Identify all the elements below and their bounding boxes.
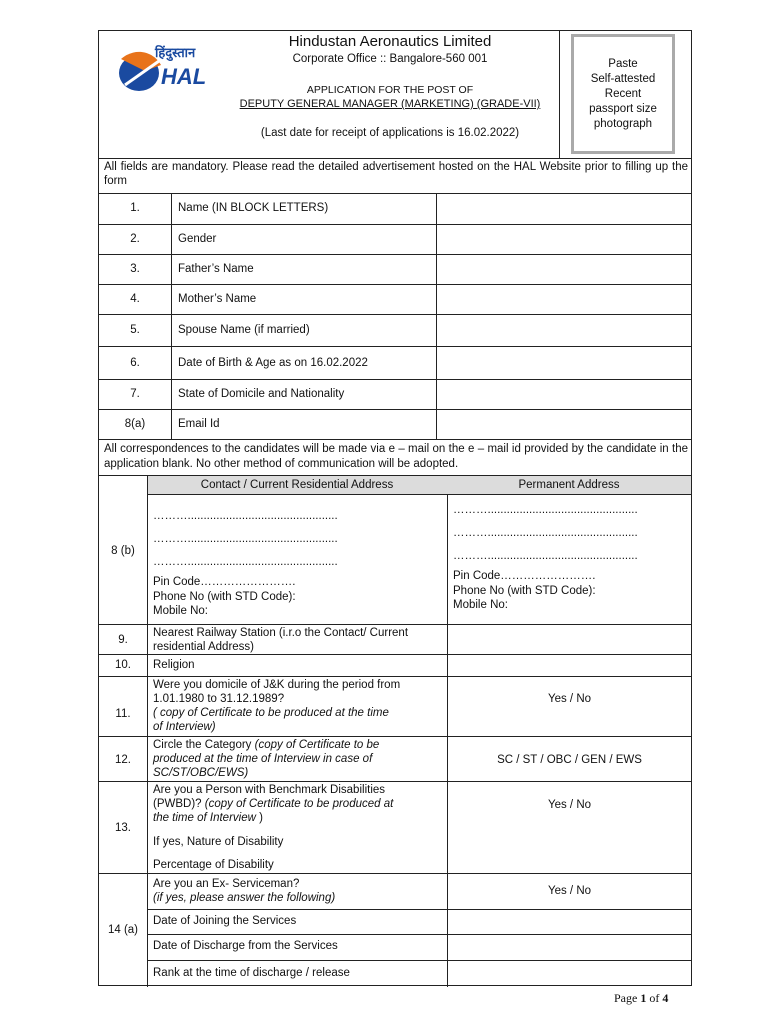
pwbd-paren: ) bbox=[255, 812, 263, 824]
address-dots: ………............................................... bbox=[453, 527, 638, 539]
address-dots: ………............................................... bbox=[153, 533, 338, 545]
application-line: APPLICATION FOR THE POST OF bbox=[306, 84, 474, 96]
pin-code-label: Pin Code……………………. bbox=[453, 570, 596, 582]
row-label-mother: Mother’s Name bbox=[178, 293, 257, 305]
ex-serviceman-answer[interactable]: Yes / No bbox=[547, 885, 592, 897]
ex-serviceman-label: Are you an Ex- Serviceman? bbox=[153, 878, 300, 890]
row-number: 5. bbox=[130, 324, 140, 336]
row-number: 2. bbox=[130, 233, 140, 245]
mobile-label: Mobile No: bbox=[153, 605, 208, 617]
rank-field[interactable] bbox=[448, 961, 691, 986]
jk-label: Were you domicile of J&K during the period from bbox=[153, 679, 401, 691]
rank-label: Rank at the time of discharge / release bbox=[153, 967, 350, 979]
row-number: 8(a) bbox=[124, 418, 146, 430]
logo-hindi: हिंदुस्तान bbox=[155, 46, 196, 61]
railway-label-cont: residential Address) bbox=[153, 641, 254, 653]
pin-code-label: Pin Code……………………. bbox=[153, 576, 296, 588]
row-number: 10. bbox=[115, 659, 131, 671]
jk-answer[interactable]: Yes / No bbox=[547, 693, 592, 705]
row-number: 1. bbox=[130, 202, 140, 214]
jk-label-dates: 1.01.1980 to 31.12.1989? bbox=[153, 693, 285, 705]
contact-address-header: Contact / Current Residential Address bbox=[200, 479, 394, 491]
ex-serviceman-note: (if yes, please answer the following) bbox=[153, 892, 336, 904]
application-form bbox=[98, 30, 692, 986]
row-number: 8 (b) bbox=[111, 545, 135, 557]
category-label-text: Circle the Category bbox=[153, 739, 255, 751]
row-label-email: Email Id bbox=[178, 418, 220, 430]
pwbd-note-end: the time of Interview bbox=[153, 812, 256, 824]
office-address: Corporate Office :: Bangalore-560 001 bbox=[292, 53, 488, 65]
row-number: 12. bbox=[115, 754, 131, 766]
hal-logo bbox=[115, 45, 215, 95]
railway-station-field[interactable] bbox=[448, 625, 691, 654]
page-footer bbox=[614, 991, 668, 1006]
row-label-gender: Gender bbox=[178, 233, 217, 245]
org-name: Hindustan Aeronautics Limited bbox=[288, 33, 492, 50]
row-number: 11. bbox=[115, 708, 131, 720]
row-label-name: Name (IN BLOCK LETTERS) bbox=[178, 202, 329, 214]
address-dots: ………............................................... bbox=[453, 504, 638, 516]
row-number: 6. bbox=[130, 357, 140, 369]
photo-line: Recent bbox=[604, 88, 642, 100]
row-number: 3. bbox=[130, 263, 140, 275]
row-label-spouse: Spouse Name (if married) bbox=[178, 324, 310, 336]
post-title: DEPUTY GENERAL MANAGER (MARKETING) (GRADE-VII) bbox=[239, 98, 541, 110]
pwbd-label: Are you a Person with Benchmark Disabilities bbox=[153, 784, 386, 796]
row-number: 14 (a) bbox=[107, 924, 139, 936]
category-answer[interactable]: SC / ST / OBC / GEN / EWS bbox=[497, 754, 642, 766]
pwbd-answer[interactable]: Yes / No bbox=[547, 799, 592, 811]
row-number: 9. bbox=[118, 634, 128, 646]
photo-line: photograph bbox=[593, 118, 653, 130]
permanent-address-field[interactable] bbox=[448, 495, 691, 624]
page-prefix: Page bbox=[614, 991, 641, 1005]
jk-note: ( copy of Certificate to be produced at the time bbox=[153, 707, 389, 719]
mother-name-field[interactable] bbox=[437, 285, 691, 314]
photo-box bbox=[571, 34, 675, 154]
religion-field[interactable] bbox=[448, 655, 691, 676]
contact-address-field[interactable] bbox=[148, 495, 447, 624]
category-note-cont: produced at the time of Interview in case of bbox=[153, 753, 373, 765]
email-notice: All correspondences to the candidates will be made via e – mail on the e – mail id provided by the candidate in the application blank. No other method of communication will be adopted. bbox=[104, 443, 688, 470]
address-dots: ………............................................... bbox=[153, 510, 338, 522]
row-label-dob: Date of Birth & Age as on 16.02.2022 bbox=[178, 357, 368, 369]
address-dots: ………............................................... bbox=[153, 556, 338, 568]
category-note: (copy of Certificate to be bbox=[254, 739, 380, 751]
pwbd-abbr: (PWBD)? bbox=[153, 798, 205, 810]
photo-line: Paste bbox=[608, 58, 638, 70]
photo-line: passport size bbox=[589, 103, 657, 115]
logo-text: HAL bbox=[161, 64, 207, 89]
religion-label: Religion bbox=[153, 659, 195, 671]
mobile-label: Mobile No: bbox=[453, 599, 508, 611]
pwbd-note-cont bbox=[153, 811, 263, 825]
pwbd-label-cont bbox=[153, 797, 393, 811]
page-current: 1 bbox=[640, 991, 647, 1005]
photo-line: Self-attested bbox=[590, 73, 656, 85]
discharge-date-label: Date of Discharge from the Services bbox=[153, 940, 338, 952]
jk-note-cont: of Interview) bbox=[153, 721, 216, 733]
pwbd-note: (copy of Certificate to be produced at bbox=[204, 798, 394, 810]
row-label-domicile: State of Domicile and Nationality bbox=[178, 388, 345, 400]
mandatory-notice: All fields are mandatory. Please read the detailed advertisement hosted on the HAL Website prior to filling up the form bbox=[104, 161, 688, 187]
railway-label: Nearest Railway Station (i.r.o the Contact/ Current bbox=[153, 627, 409, 639]
row-number: 13. bbox=[115, 822, 131, 834]
father-name-field[interactable] bbox=[437, 255, 691, 284]
last-date: (Last date for receipt of applications is 16.02.2022) bbox=[260, 127, 520, 139]
row-number: 7. bbox=[130, 388, 140, 400]
email-field[interactable] bbox=[437, 410, 691, 439]
domicile-field[interactable] bbox=[437, 380, 691, 409]
category-note-end: SC/ST/OBC/EWS) bbox=[153, 767, 249, 779]
joining-date-field[interactable] bbox=[448, 910, 691, 934]
page-sep: of bbox=[646, 991, 663, 1005]
phone-label: Phone No (with STD Code): bbox=[453, 585, 596, 597]
page-total: 4 bbox=[662, 991, 669, 1005]
phone-label: Phone No (with STD Code): bbox=[153, 591, 296, 603]
name-field[interactable] bbox=[437, 194, 691, 224]
address-dots: ………............................................... bbox=[453, 550, 638, 562]
discharge-date-field[interactable] bbox=[448, 935, 691, 960]
row-number: 4. bbox=[130, 293, 140, 305]
category-label bbox=[153, 738, 379, 752]
disability-percentage-label: Percentage of Disability bbox=[153, 859, 274, 871]
joining-date-label: Date of Joining the Services bbox=[153, 915, 297, 927]
gender-field[interactable] bbox=[437, 225, 691, 254]
spouse-name-field[interactable] bbox=[437, 315, 691, 346]
dob-field[interactable] bbox=[437, 347, 691, 379]
permanent-address-header: Permanent Address bbox=[518, 479, 620, 491]
row-label-father: Father’s Name bbox=[178, 263, 254, 275]
disability-nature-label: If yes, Nature of Disability bbox=[153, 836, 284, 848]
